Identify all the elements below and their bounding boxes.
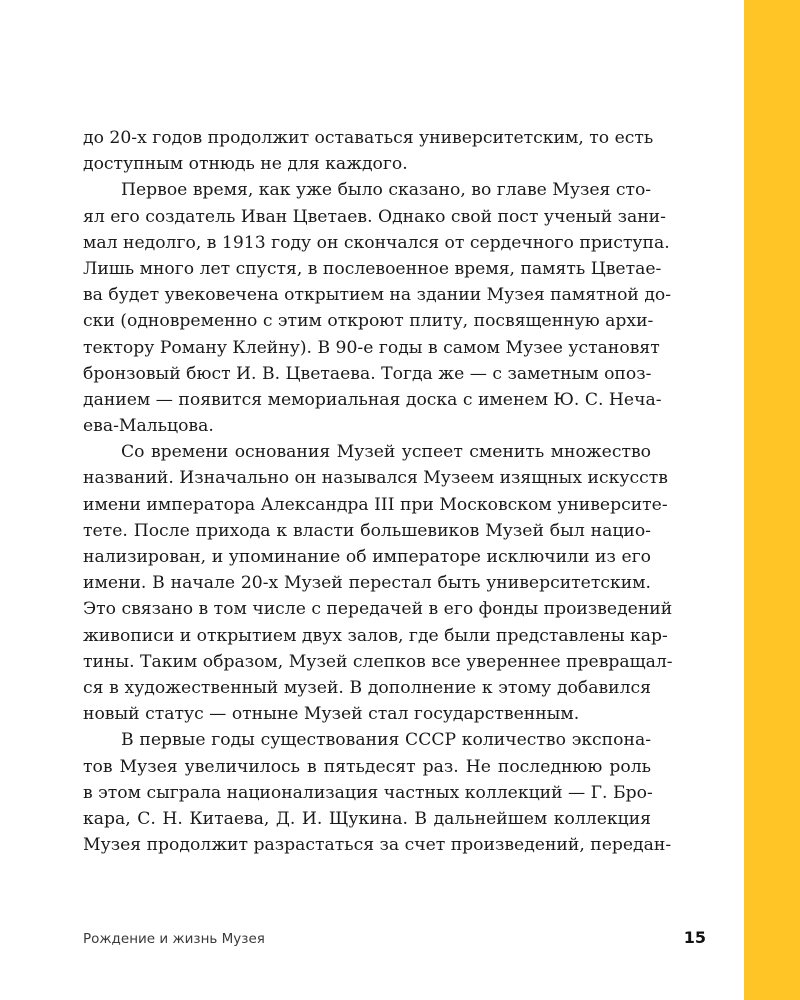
text-line: ся в художественный музей. В дополнение к этому добавился [83, 677, 651, 698]
text-line: Музея продолжит разрастаться за счет произведений, передан- [83, 835, 672, 856]
text-line: новый статус — отныне Музей стал государственным. [83, 704, 580, 725]
text-line: тов Музея увеличилось в пятьдесят раз. Не последнюю роль [83, 756, 651, 777]
text-line: в этом сыграла национализация частных коллекций — Г. Бро- [83, 782, 653, 803]
paragraph [83, 439, 673, 727]
text-line: имени. В начале 20-х Музей перестал быть университетским. [83, 573, 651, 594]
text-line: Лишь много лет спустя, в послевоенное время, память Цветае- [83, 258, 662, 279]
text-line: нализирован, и упоминание об императоре исключили из его [83, 547, 651, 567]
text-line: Это связано в том числе с передачей в его фонды произведений [83, 599, 673, 620]
text-line: названий. Изначально он назывался Музеем изящных искусств [83, 468, 668, 489]
text-line: Со времени основания Музей успеет сменить множество [121, 442, 651, 463]
text-line: ски (одновременно с этим откроют плиту, посвященную архи- [83, 311, 654, 332]
text-line: до 20-х годов продолжит оставаться университетским, то есть [83, 128, 654, 148]
text-line: имени императора Александра III при Московском университе- [83, 494, 668, 515]
text-line: живописи и открытием двух залов, где были представлены кар- [83, 625, 668, 646]
text-line: В первые годы существования СССР количество экспона- [121, 730, 651, 751]
paragraph [83, 125, 654, 177]
text-line: тины. Таким образом, Музей слепков все увереннее превращал- [83, 651, 673, 672]
text-line: кара, С. Н. Китаева, Д. И. Щукина. В дальнейшем коллекция [83, 808, 651, 829]
running-title: Рождение и жизнь Музея [83, 931, 265, 947]
text-line: ва будет увековечена открытием на здании Музея памятной до- [83, 285, 672, 306]
text-line: ева-Мальцова. [83, 416, 214, 437]
body-text [83, 125, 673, 858]
text-line: тектору Роману Клейну). В 90-е годы в самом Музее установят [83, 337, 660, 358]
text-line: доступным отнюдь не для каждого. [83, 154, 408, 175]
text-line: Первое время, как уже было сказано, во главе Музея сто- [121, 180, 652, 201]
text-line: ял его создатель Иван Цветаев. Однако свой пост ученый зани- [83, 206, 666, 227]
text-line: бронзовый бюст И. В. Цветаева. Тогда же — с заметным опоз- [83, 363, 652, 384]
text-line: данием — появится мемориальная доска с именем Ю. С. Неча- [83, 389, 662, 410]
paragraph [83, 177, 672, 439]
text-line: мал недолго, в 1913 году он скончался от сердечного приступа. [83, 232, 670, 253]
page-number: 15 [683, 928, 706, 947]
accent-side-band [744, 0, 800, 1000]
text-line: тете. После прихода к власти большевиков Музей был нацио- [83, 520, 651, 541]
paragraph [83, 727, 672, 858]
